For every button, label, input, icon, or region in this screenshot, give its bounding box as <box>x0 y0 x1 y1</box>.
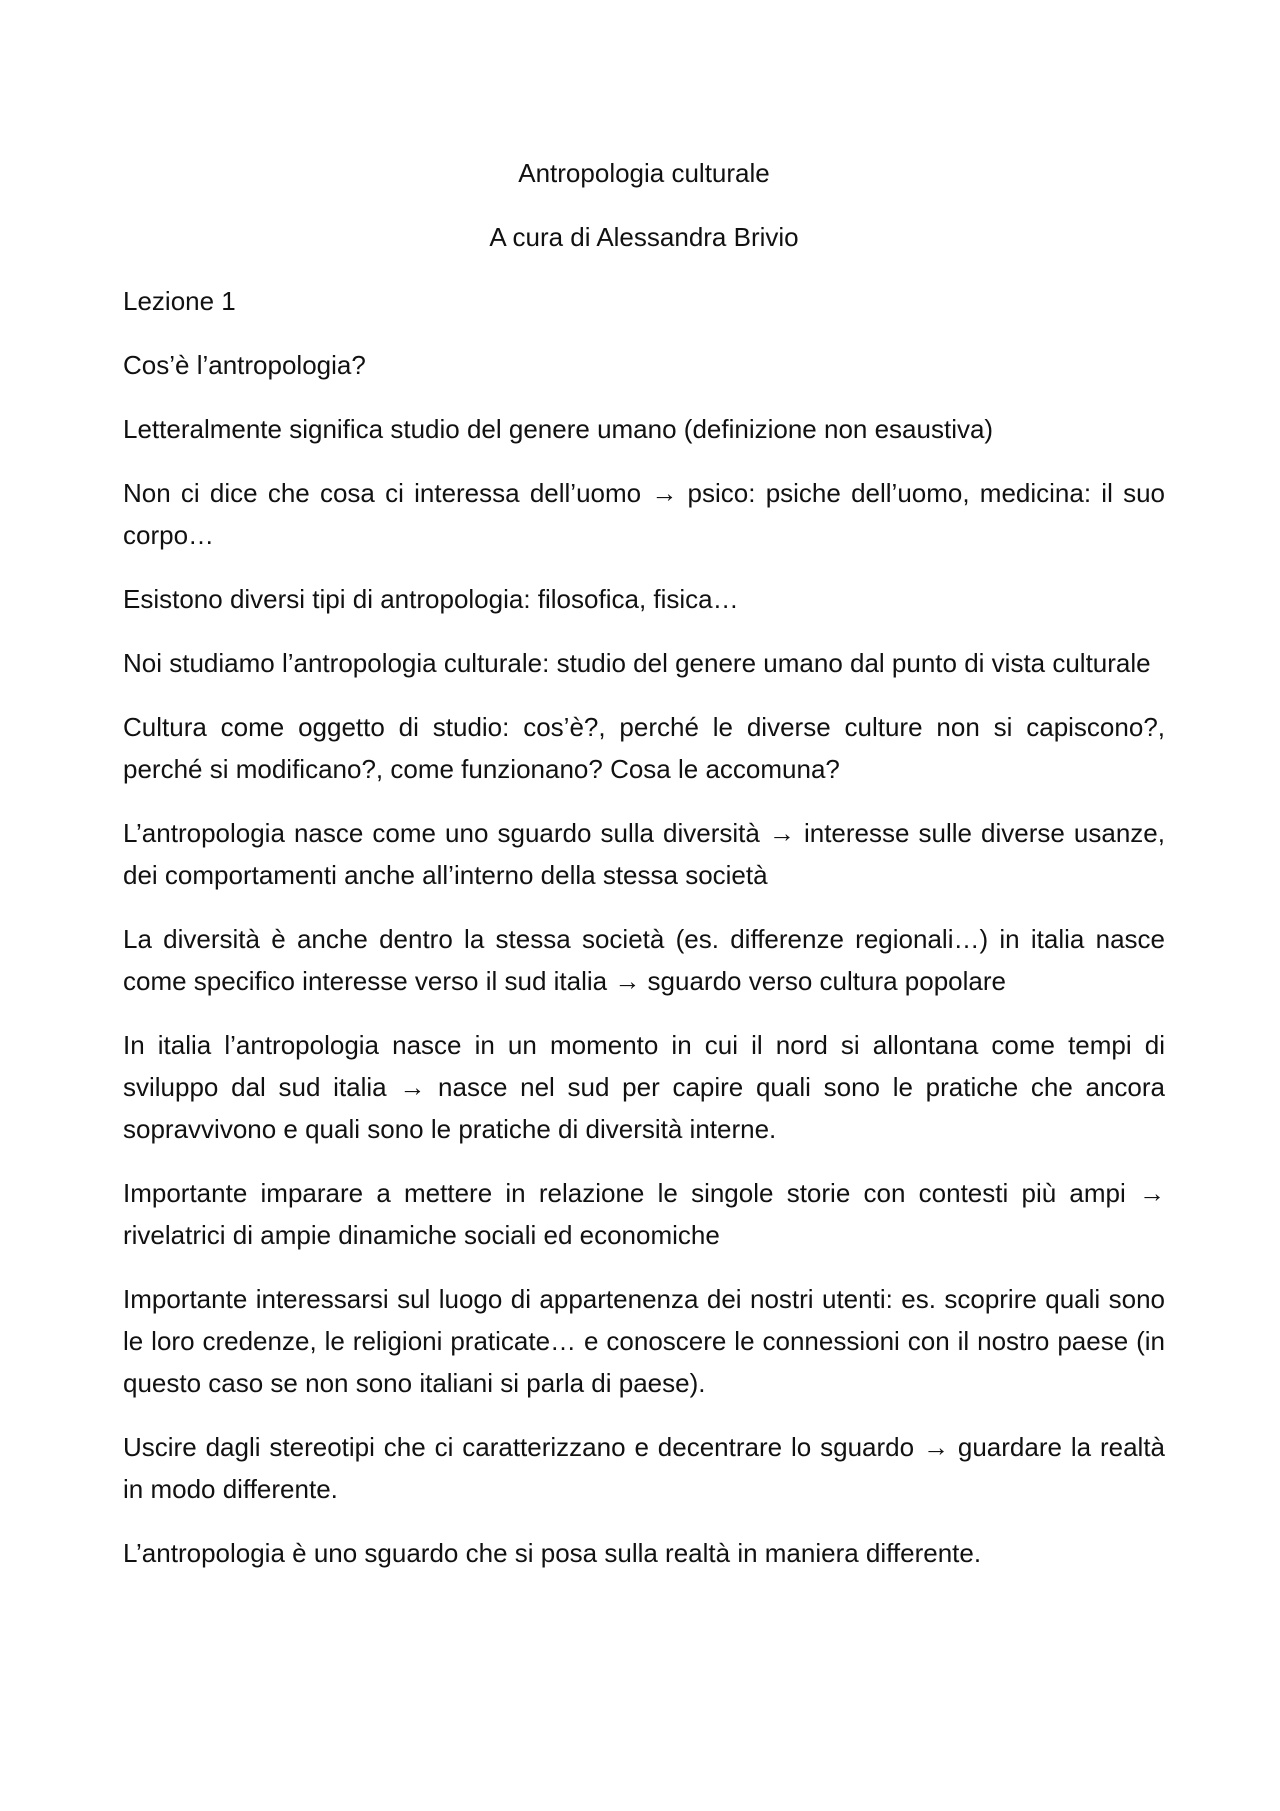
question-heading: Cos’è l’antropologia? <box>123 350 366 380</box>
paragraph: La diversità è anche dentro la stessa società (es. differenze regionali…) in italia nasce come specifico interesse verso il sud italia → sguardo verso cultura popolare <box>123 924 1165 996</box>
paragraph: In italia l’antropologia nasce in un momento in cui il nord si allontana come tempi di sviluppo dal sud italia → nasce nel sud per capire quali sono le pratiche che ancora sopravvivono e quali sono le pratiche di diversità interne. <box>123 1030 1165 1144</box>
paragraph: Noi studiamo l’antropologia culturale: studio del genere umano dal punto di vista culturale <box>123 648 1151 678</box>
paragraph: Letteralmente significa studio del genere umano (definizione non esaustiva) <box>123 414 994 444</box>
paragraph: Cultura come oggetto di studio: cos’è?, perché le diverse culture non si capiscono?, perché si modificano?, come funzionano? Cosa le accomuna? <box>123 712 1165 784</box>
paragraph: L’antropologia è uno sguardo che si posa sulla realtà in maniera differente. <box>123 1538 982 1568</box>
author-line: A cura di Alessandra Brivio <box>489 222 799 252</box>
lesson-heading: Lezione 1 <box>123 286 236 316</box>
paragraph: Importante imparare a mettere in relazione le singole storie con contesti più ampi → rivelatrici di ampie dinamiche sociali ed economiche <box>123 1178 1165 1250</box>
paragraph: Importante interessarsi sul luogo di appartenenza dei nostri utenti: es. scoprire quali sono le loro credenze, le religioni praticate… e conoscere le connessioni con il nostro paese (in questo caso se non sono italiani si parla di paese). <box>123 1284 1165 1398</box>
paragraph: L’antropologia nasce come uno sguardo sulla diversità → interesse sulle diverse usanze, dei comportamenti anche all’interno della stessa società <box>123 818 1165 890</box>
document-body <box>123 152 1165 1596</box>
document-title: Antropologia culturale <box>518 158 770 188</box>
paragraph: Non ci dice che cosa ci interessa dell’uomo → psico: psiche dell’uomo, medicina: il suo corpo… <box>123 478 1165 550</box>
paragraph: Esistono diversi tipi di antropologia: filosofica, fisica… <box>123 584 739 614</box>
paragraph: Uscire dagli stereotipi che ci caratterizzano e decentrare lo sguardo → guardare la realtà in modo differente. <box>123 1432 1165 1504</box>
